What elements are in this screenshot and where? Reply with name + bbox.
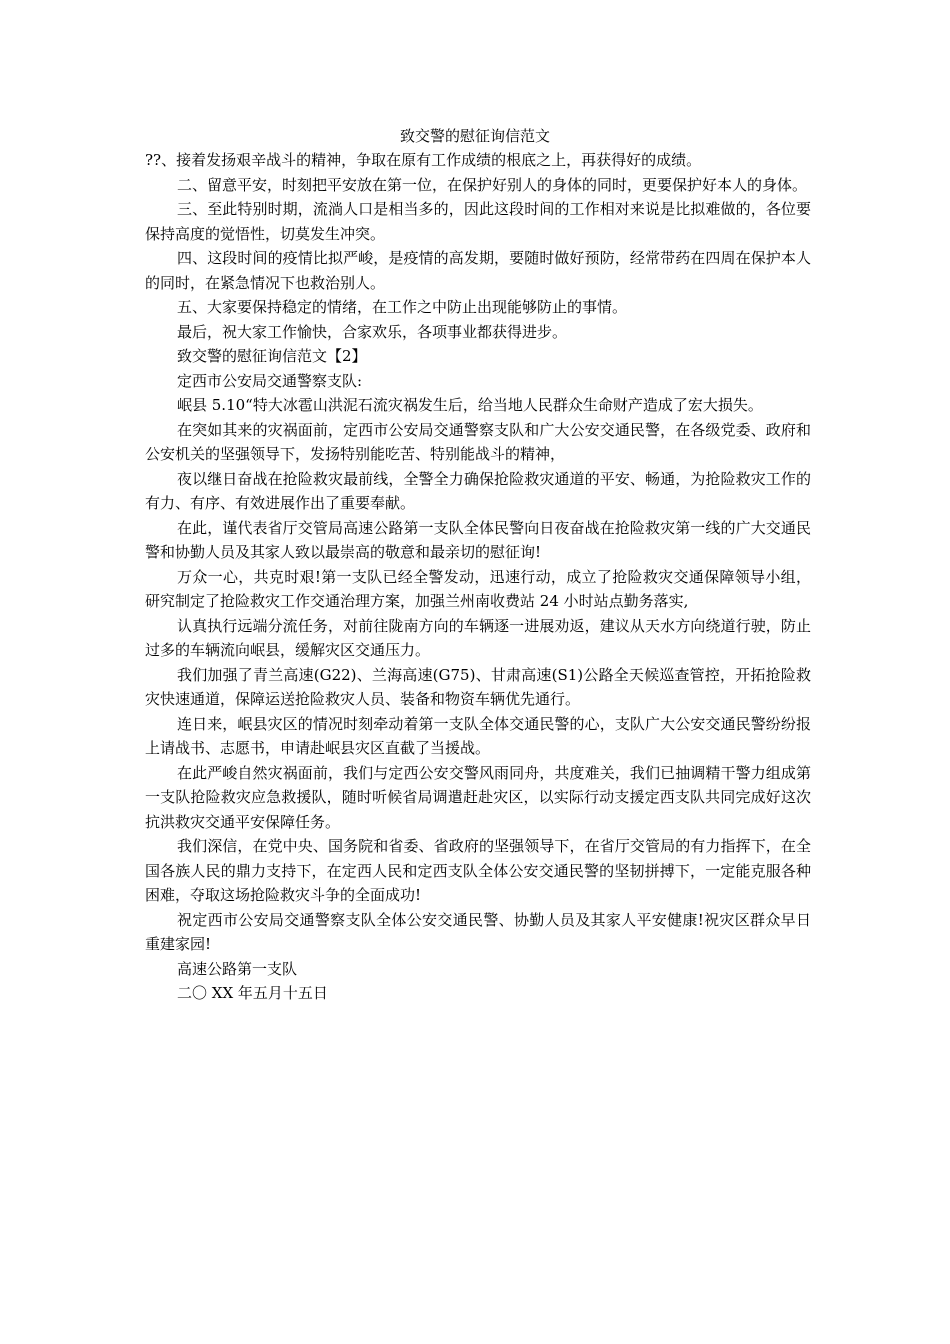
paragraph: 我们加强了青兰高速(G22)、兰海高速(G75)、甘肃高速(S1)公路全天候巡查管控，开拓抢险救灾快速通道，保障运送抢险救灾人员、装备和物资车辆优先通行。 [145, 665, 811, 708]
paragraph: 我们深信，在党中央、国务院和省委、省政府的坚强领导下，在省厅交管局的有力指挥下，在全国各族人民的鼎力支持下，在定西人民和定西支队全体公安交通民警的坚韧拼搏下，一定能克服各种困难，夺取这场抢险救灾斗争的全面成功! [145, 837, 811, 904]
paragraph: 祝定西市公安局交通警察支队全体公安交通民警、协勤人员及其家人平安健康!祝灾区群众早日重建家园! [145, 910, 811, 953]
paragraph: ??、接着发扬艰辛战斗的精神，争取在原有工作成绩的根底之上，再获得好的成绩。 [145, 151, 702, 169]
paragraph: 万众一心，共克时艰!第一支队已经全警发动，迅速行动，成立了抢险救灾交通保障领导小组，研究制定了抢险救灾工作交通治理方案，加强兰州南收费站 24 小时站点勤务落实, [145, 567, 811, 610]
paragraph: 四、这段时间的疫情比拟严峻，是疫情的高发期，要随时做好预防，经常带药在四周在保护本人的同时，在紧急情况下也救治别人。 [145, 249, 811, 292]
paragraph: 三、至此特别时期，流淌人口是相当多的，因此这段时间的工作相对来说是比拟难做的，各位要保持高度的觉悟性，切莫发生冲突。 [145, 200, 811, 243]
document-body [145, 148, 811, 1006]
paragraph: 夜以继日奋战在抢险救灾最前线，全警全力确保抢险救灾通道的平安、畅通，为抢险救灾工作的有力、有序、有效进展作出了重要奉献。 [145, 469, 811, 512]
paragraph: 在此，谨代表省厅交管局高速公路第一支队全体民警向日夜奋战在抢险救灾第一线的广大交通民警和协勤人员及其家人致以最崇高的敬意和最亲切的慰征询! [145, 518, 811, 561]
document-title: 致交警的慰征询信范文 [399, 127, 550, 145]
paragraph: 在突如其来的灾祸面前，定西市公安局交通警察支队和广大公安交通民警，在各级党委、政府和公安机关的坚强领导下，发扬特别能吃苦、特别能战斗的精神， [145, 420, 811, 463]
paragraph: 岷县 5.10“特大冰雹山洪泥石流灾祸发生后，给当地人民群众生命财产造成了宏大损失。 [177, 396, 763, 414]
paragraph: 认真执行远端分流任务，对前往陇南方向的车辆逐一进展劝返，建议从天水方向绕道行驶，防止过多的车辆流向岷县，缓解灾区交通压力。 [145, 616, 811, 659]
paragraph: 最后，祝大家工作愉快，合家欢乐，各项事业都获得进步。 [177, 322, 568, 341]
paragraph: 五、大家要保持稳定的情绪，在工作之中防止出现能够防止的事情。 [177, 298, 628, 316]
signature: 高速公路第一支队 [177, 959, 298, 978]
paragraph: 连日来，岷县灾区的情况时刻牵动着第一支队全体交通民警的心，支队广大公安交通民警纷纷报上请战书、志愿书，申请赴岷县灾区直截了当援战。 [145, 714, 811, 757]
date-line: 二〇 XX 年五月十五日 [177, 984, 328, 1002]
paragraph: 二、留意平安，时刻把平安放在第一位，在保护好别人的身体的同时，更要保护好本人的身体。 [177, 175, 808, 194]
salutation: 定西市公安局交通警察支队: [177, 371, 363, 390]
paragraph: 在此严峻自然灾祸面前，我们与定西公安交警风雨同舟，共度难关，我们已抽调精干警力组成第一支队抢险救灾应急救援队，随时听候省局调遣赶赴灾区，以实际行动支援定西支队共同完成好这次抗洪救灾交通平安保障任务。 [145, 763, 811, 831]
section-heading: 致交警的慰征询信范文【2】 [177, 347, 367, 365]
